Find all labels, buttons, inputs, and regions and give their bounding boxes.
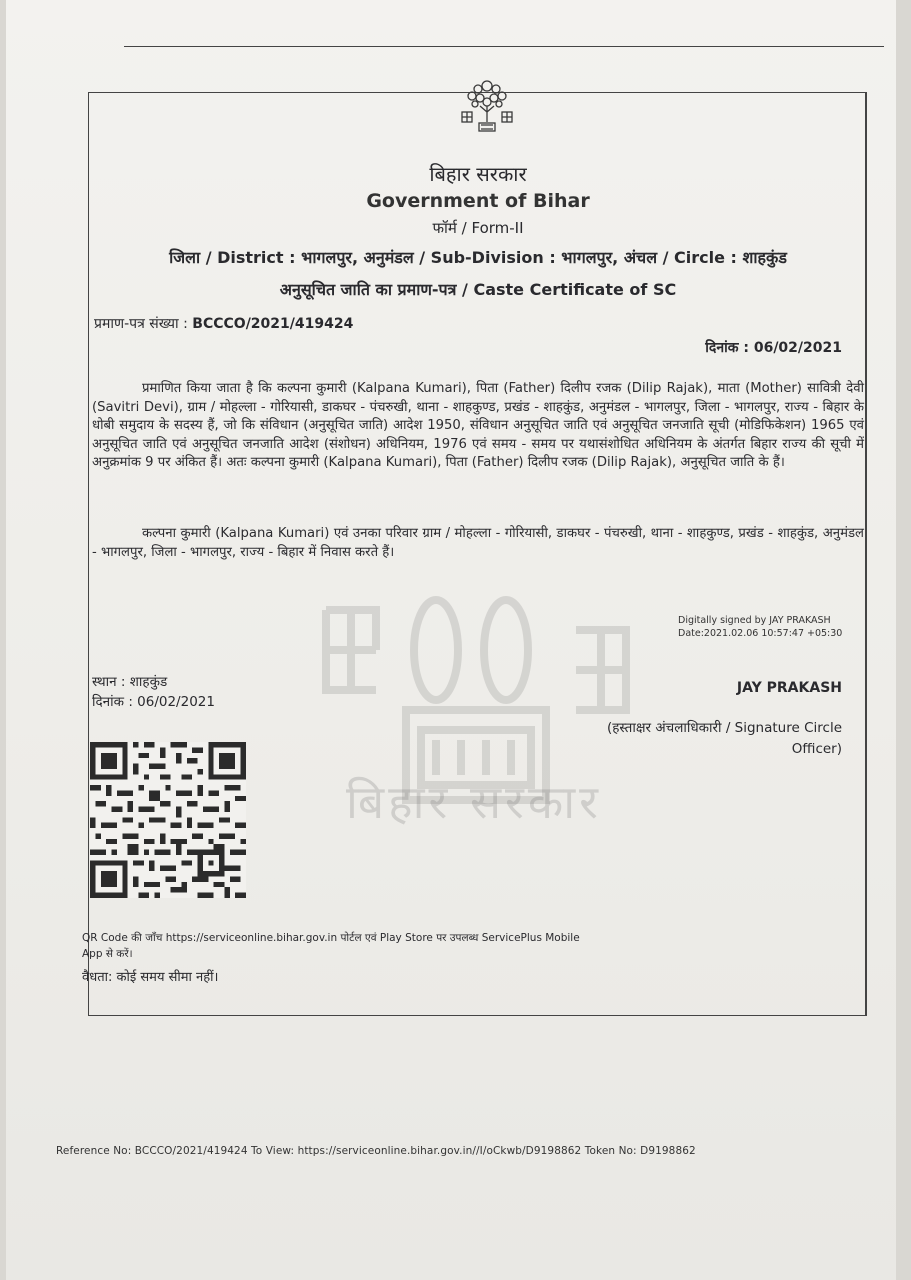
reference-footer: Reference No: BCCCO/2021/419424 To View: https://serviceonline.bihar.gov.in//I/oCkwb/D9198862 Token No: D9198862 xyxy=(56,1145,696,1157)
validity-note: वैधता: कोई समय सीमा नहीं। xyxy=(82,970,219,985)
district-line: जिला / District : भागलपुर, अनुमंडल / Sub-Division : भागलपुर, अंचल / Circle : शाहकुंड xyxy=(169,248,787,267)
certificate-number-label: प्रमाण-पत्र संख्या : xyxy=(94,316,193,332)
watermark-text: बिहार सरकार xyxy=(346,775,602,829)
qr-code-icon[interactable] xyxy=(90,742,246,898)
digital-signature-block xyxy=(678,614,842,640)
title-hindi: बिहार सरकार xyxy=(429,162,527,186)
certificate-paragraph-1: प्रमाणित किया जाता है कि कल्पना कुमारी (Kalpana Kumari), पिता (Father) दिलीप रजक (Dilip Rajak), माता (Mother) सावित्री देवी (Savitri Devi), ग्राम / मोहल्ला - गोरियासी, डाकघर - पंचरुखी, थाना - शाहकुण्ड, प्रखंड - शाहकुंड, अनुमंडल - भागलपुर, जिला - भागलपुर, राज्य - बिहार के धोबी समुदाय के सदस्य हैं, जो कि संविधान (अनुसूचित जाति) आदेश 1950, संविधान अनुसूचित जाति एवं अनुसूचित जनजाति सूची (मोडिफिकेशन) 1965 एवं अनुसूचित जाति एवं अनुसूचित जनजाति आदेश (संशोधन) अधिनियम, 1976 एवं समय - समय पर यथासंशोधित अधिनियम के अंतर्गत बिहार राज्य की सूची में अनुक्रमांक 9 पर अंकित हैं। अतः कल्पना कुमारी (Kalpana Kumari), पिता (Father) दिलीप रजक (Dilip Rajak), अनुसूचित जाति के हैं। xyxy=(92,381,864,470)
certificate-paper xyxy=(6,0,896,1280)
certificate-number xyxy=(94,314,353,333)
digital-signature-line-2: Date:2021.02.06 10:57:47 +05:30 xyxy=(678,628,843,639)
place-block xyxy=(92,672,215,712)
qr-verification-note: QR Code की जाँच https://serviceonline.bihar.gov.in पोर्टल एवं Play Store पर उपलब्ध ServicePlus Mobile App से करें। xyxy=(82,932,580,960)
top-rule xyxy=(124,46,884,47)
place-date: दिनांक : 06/02/2021 xyxy=(92,694,215,710)
issue-date: दिनांक : 06/02/2021 xyxy=(705,340,842,356)
form-label: फॉर्म / Form-II xyxy=(432,219,524,237)
digital-signature-line-1: Digitally signed by JAY PRAKASH xyxy=(678,615,831,626)
title-english: Government of Bihar xyxy=(366,190,590,212)
certificate-title: अनुसूचित जाति का प्रमाण-पत्र / Caste Certificate of SC xyxy=(279,280,677,299)
certificate-number-value: BCCCO/2021/419424 xyxy=(192,316,354,332)
signatory-role: (हस्ताक्षर अंचलाधिकारी / Signature Circle Officer) xyxy=(606,720,842,757)
bihar-government-emblem-icon xyxy=(452,72,522,142)
place-line: स्थान : शाहकुंड xyxy=(92,674,168,690)
certificate-paragraph-2: कल्पना कुमारी (Kalpana Kumari) एवं उनका परिवार ग्राम / मोहल्ला - गोरियासी, डाकघर - पंचरुखी, थाना - शाहकुण्ड, प्रखंड - शाहकुंड, अनुमंडल - भागलपुर, जिला - भागलपुर, राज्य - बिहार में निवास करते हैं। xyxy=(92,526,864,560)
signatory-name: JAY PRAKASH xyxy=(736,680,842,696)
